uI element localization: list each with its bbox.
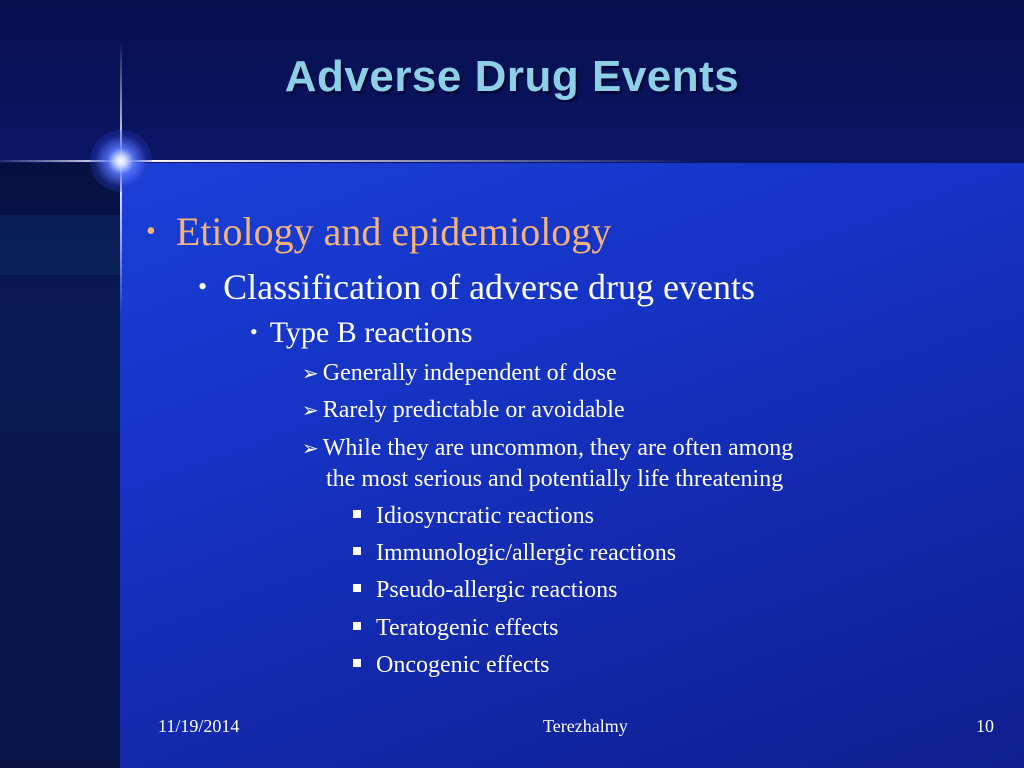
left-decor-stripe — [0, 215, 120, 275]
left-decor-stripe — [0, 310, 120, 760]
list-item — [302, 435, 793, 462]
square-bullet-icon — [353, 510, 361, 518]
list-item — [302, 360, 617, 387]
list-item-continuation: the most serious and potentially life threatening — [326, 466, 784, 492]
list-item — [302, 397, 625, 424]
arrow-bullet-icon: ➢ — [302, 400, 319, 422]
list-item — [353, 615, 558, 642]
square-bullet-icon — [353, 584, 361, 592]
list-item-text: Immunologic/allergic reactions — [376, 540, 677, 566]
square-bullet-icon — [353, 659, 361, 667]
footer-author: Terezhalmy — [543, 716, 628, 736]
bullet-level3-text: Type B reactions — [269, 316, 473, 349]
list-item-text: Generally independent of dose — [322, 360, 617, 386]
list-item-text: Pseudo-allergic reactions — [376, 577, 618, 603]
bullet-dot-icon: • — [198, 272, 208, 301]
bullet-level3 — [250, 316, 473, 350]
list-item — [353, 503, 594, 530]
list-item-text: Idiosyncratic reactions — [376, 503, 594, 529]
arrow-bullet-icon: ➢ — [302, 363, 319, 385]
slide-number: 10 — [976, 716, 994, 736]
bullet-level2 — [198, 266, 755, 308]
bullet-level1 — [146, 208, 611, 255]
star-glow-icon — [90, 130, 152, 192]
bullet-level1-text: Etiology and epidemiology — [175, 209, 612, 254]
square-bullet-icon — [353, 622, 361, 630]
list-item-text: While they are uncommon, they are often among — [322, 435, 794, 461]
list-item-text: Teratogenic effects — [376, 615, 559, 641]
arrow-bullet-icon: ➢ — [302, 438, 319, 460]
list-item — [353, 577, 617, 604]
list-item-text: Rarely predictable or avoidable — [322, 397, 625, 423]
list-item — [353, 540, 676, 567]
bullet-dot-icon: • — [250, 319, 258, 344]
footer-date: 11/19/2014 — [158, 716, 240, 736]
list-item-text: Oncogenic effects — [376, 652, 550, 678]
slide-title: Adverse Drug Events — [284, 52, 740, 101]
square-bullet-icon — [353, 547, 361, 555]
list-item — [353, 652, 549, 679]
bullet-dot-icon: • — [146, 216, 156, 247]
bullet-level2-text: Classification of adverse drug events — [223, 267, 755, 307]
